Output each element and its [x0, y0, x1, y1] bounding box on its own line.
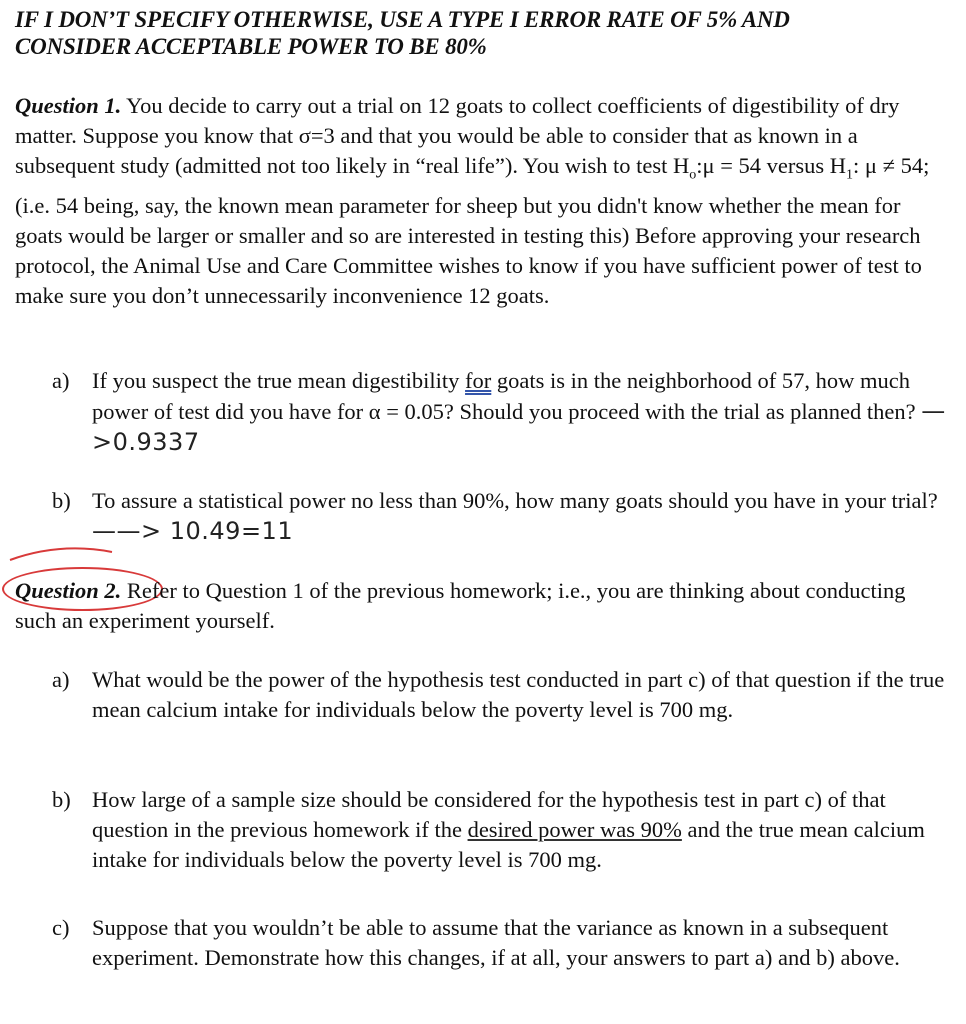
question-2-part-a	[52, 665, 947, 725]
h1-subscript: 1	[846, 167, 854, 183]
q2-part-a-text: What would be the power of the hypothesis test conducted in part c) of that question if the true mean calcium intake for individuals below the poverty level is 700 mg.	[92, 667, 945, 722]
question-1-body-mid: :μ = 54 versus H	[696, 153, 847, 178]
question-2-body: Refer to Question 1 of the previous homework; i.e., you are thinking about conducting such an experiment yourself.	[15, 578, 906, 633]
question-1-part-a	[52, 366, 947, 458]
handwritten-answer-b: ——> 10.49=11	[92, 517, 294, 545]
q2-part-b-text	[92, 785, 947, 875]
underlined-word-for: for	[465, 368, 492, 393]
red-pen-line	[10, 548, 112, 560]
h0-subscript: o	[689, 167, 697, 183]
question-1-label: Question 1.	[15, 93, 122, 118]
part-a-text-post: goats is in the neighborhood of 57, how much power of test did you have for α = 0.05? Should you proceed with the trial as planned then?	[92, 368, 922, 424]
part-b-text	[92, 486, 947, 547]
question-1-body-end: : μ ≠ 54; (i.e. 54 being, say, the known mean parameter for sheep but you didn't know whether the mean for goats would be larger or smaller and so are interested in testing this) Before approving your research protocol, the Animal Use and Care Committee wishes to know if you have sufficient power of test to make sure you don’t unnecessarily inconvenience 12 goats.	[15, 153, 930, 308]
part-letter: c)	[52, 915, 70, 940]
underlined-desired-power: desired power was 90%	[467, 817, 682, 842]
header-line-1: IF I DON’T SPECIFY OTHERWISE, USE A TYPE I ERROR RATE OF 5% AND	[15, 7, 790, 32]
part-letter: a)	[52, 667, 70, 692]
question-1-paragraph	[15, 91, 950, 311]
part-letter: a)	[52, 368, 70, 393]
instructions-header	[15, 6, 945, 60]
part-a-text	[92, 366, 947, 458]
part-letter: b)	[52, 787, 71, 812]
part-b-text-body: To assure a statistical power no less than 90%, how many goats should you have in your trial?	[92, 488, 938, 513]
question-2-part-b	[52, 785, 947, 875]
part-letter: b)	[52, 488, 71, 513]
q2-part-b-post: and the true mean calcium intake for individuals below the poverty level is 700 mg.	[92, 817, 925, 872]
part-a-text-pre: If you suspect the true mean digestibility	[92, 368, 466, 393]
question-1-body-start: You decide to carry out a trial on 12 goats to collect coefficients of digestibility of dry matter. Suppose you know that σ=3 and that you would be able to consider that as known in a subsequent study (admitted not too likely in “real life”). You wish to test H	[15, 93, 900, 178]
q2-part-c-text: Suppose that you wouldn’t be able to assume that the variance as known in a subsequent experiment. Demonstrate how this changes, if at all, your answers to part a) and b) above.	[92, 915, 900, 970]
question-2-label: Question 2.	[15, 578, 122, 603]
q2-part-b-pre: How large of a sample size should be considered for the hypothesis test in part c) of that question in the previous homework if the	[92, 787, 886, 842]
question-2-part-c	[52, 913, 947, 973]
question-1-part-b	[52, 486, 947, 547]
header-line-2: CONSIDER ACCEPTABLE POWER TO BE 80%	[15, 34, 487, 59]
question-2-paragraph	[15, 576, 950, 636]
handwritten-answer-a: —>0.9337	[92, 397, 946, 456]
